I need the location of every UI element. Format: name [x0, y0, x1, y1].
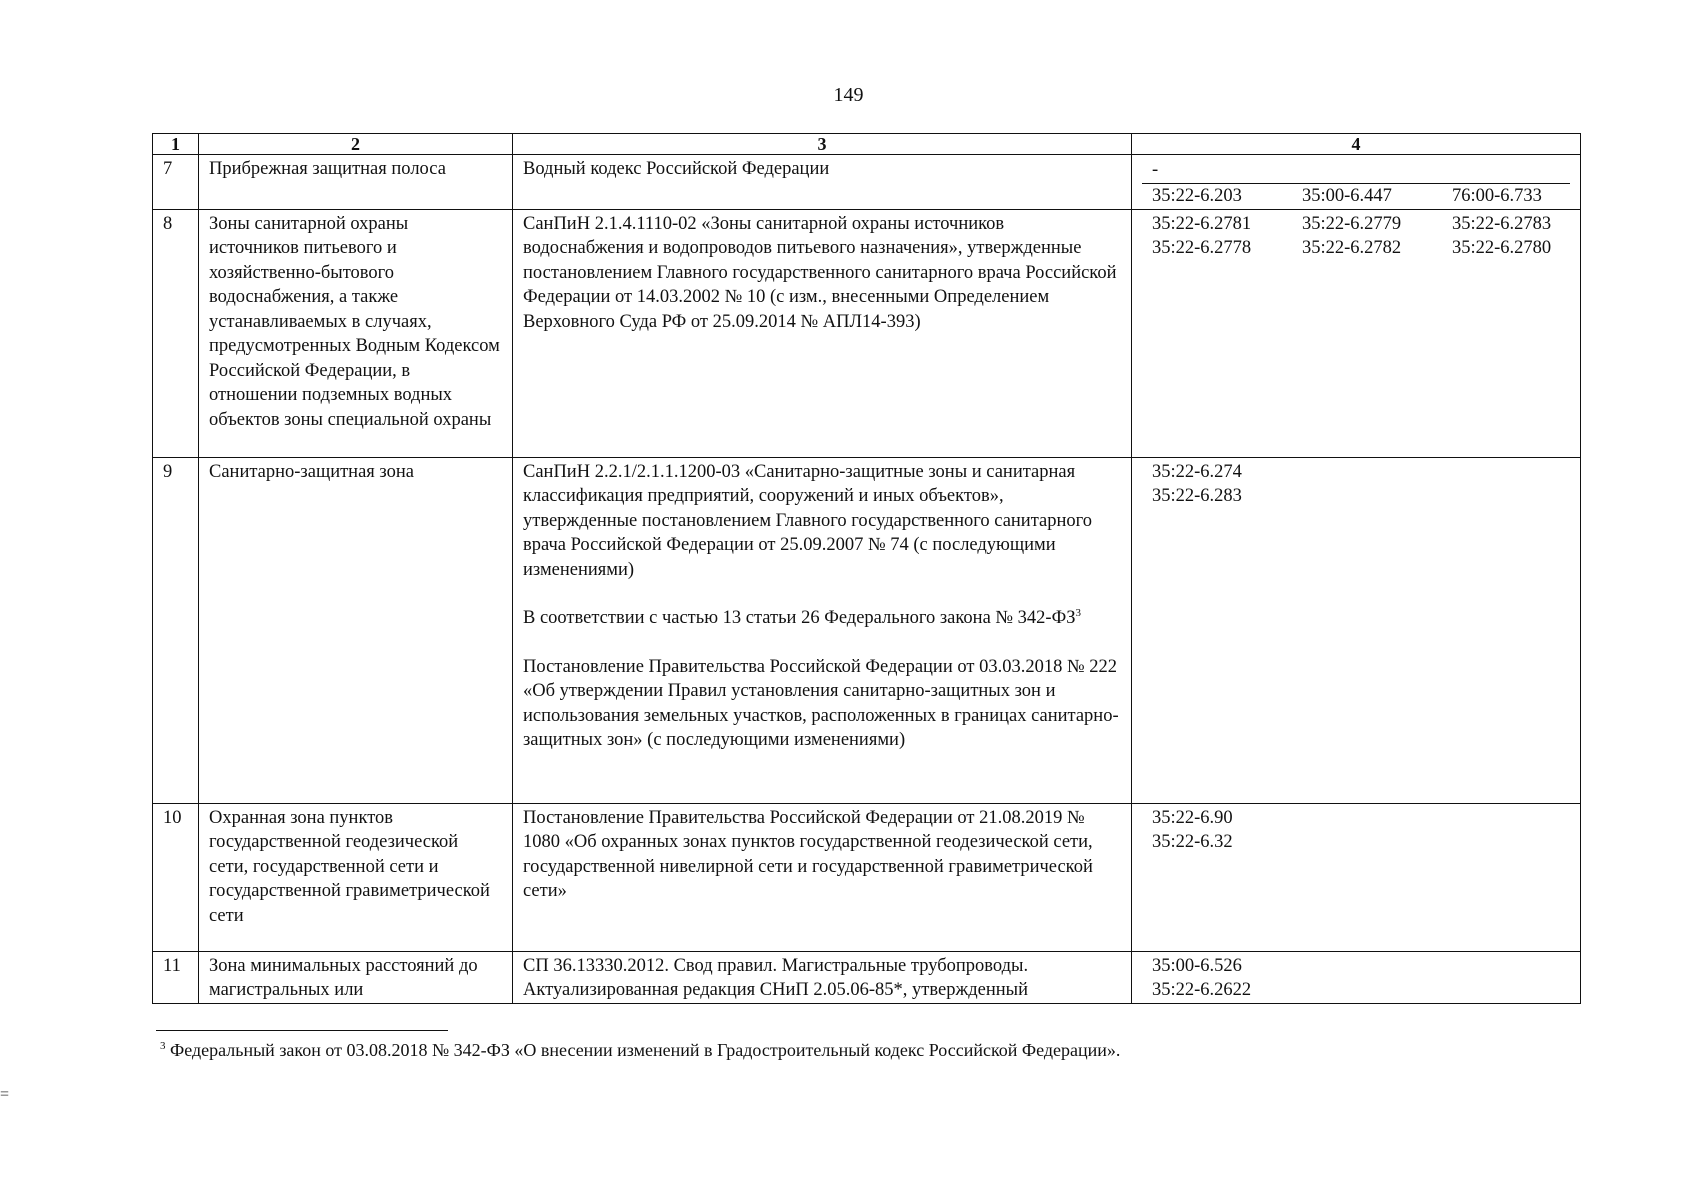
- table-row: [153, 803, 1581, 951]
- registry-codes: [1132, 155, 1581, 210]
- table-row: [153, 457, 1581, 803]
- registry-code: 35:00-6.526: [1152, 955, 1242, 976]
- table-row: [153, 155, 1581, 210]
- legal-basis: [513, 155, 1132, 210]
- legal-basis: [513, 457, 1132, 803]
- registry-code: 35:22-6.2782: [1302, 238, 1402, 258]
- zone-name: Зоны санитарной охраны источников питьевого и хозяйственно-бытового водоснабжения, а также устанавливаемых в случаях, предусмотренных Водным Кодексом Российской Федерации, в отношении подземных водных объектов зоны специальной охраны: [199, 209, 513, 457]
- legal-basis: [513, 951, 1132, 1003]
- legal-document: Постановление Правительства Российской Федерации от 03.03.2018 № 222 «Об утверждении Правил установления санитарно-защитных зон и использования земельных участков, расположенных в границах санитарно-защитных зон» (с последующими изменениями): [523, 656, 1119, 750]
- column-header: 1: [153, 134, 199, 155]
- legal-basis: [513, 803, 1132, 951]
- footnote-divider: [156, 1030, 448, 1031]
- registry-code: 35:22-6.2780: [1452, 238, 1552, 258]
- legal-document: СанПиН 2.1.4.1110-02 «Зоны санитарной охраны источников водоснабжения и водопроводов питьевого назначения», утвержденные постановлением Главного государственного санитарного врача Российской Федерации от 14.03.2002 № 10 (с изм., внесенными Определением Верховного Суда РФ от 25.09.2014 № АПЛ14-393): [523, 213, 1117, 332]
- legal-document: Водный кодекс Российской Федерации: [523, 159, 830, 179]
- legal-document: СП 36.13330.2012. Свод правил. Магистральные трубопроводы. Актуализированная редакция СНиП 2.05.06-85*, утвержденный: [523, 955, 1029, 1000]
- column-header: 2: [199, 134, 513, 155]
- registry-code: 76:00-6.733: [1452, 186, 1542, 206]
- row-number: 10: [153, 803, 199, 951]
- registry-codes: [1132, 209, 1581, 457]
- row-number: 8: [153, 209, 199, 457]
- registry-code: 35:22-6.2783: [1452, 213, 1552, 234]
- registry-code: 35:22-6.274: [1152, 461, 1242, 482]
- page-number: 149: [833, 84, 864, 106]
- footnote-ref[interactable]: 3: [1075, 606, 1081, 619]
- legal-basis: [513, 209, 1132, 457]
- zone-name: Охранная зона пунктов государственной геодезической сети, государственной сети и государственной гравиметрической сети: [199, 803, 513, 951]
- table-row: [153, 209, 1581, 457]
- footnote-marker: 3: [160, 1040, 166, 1052]
- registry-code: 35:00-6.447: [1302, 186, 1392, 206]
- row-number: 7: [153, 155, 199, 210]
- column-header: 3: [513, 134, 1132, 155]
- edge-mark: =: [0, 1086, 10, 1103]
- registry-code: 35:22-6.90: [1152, 807, 1233, 828]
- legal-document-text: В соответствии с частью 13 статьи 26 Федерального закона № 342-ФЗ: [523, 608, 1076, 628]
- registry-codes: [1132, 951, 1581, 1003]
- row-number: 11: [153, 951, 199, 1003]
- row-number: 9: [153, 457, 199, 803]
- legal-document: [523, 606, 1121, 631]
- zones-table: [152, 133, 1581, 1004]
- registry-code: 35:22-6.32: [1152, 832, 1233, 852]
- zone-name: Прибрежная защитная полоса: [199, 155, 513, 210]
- footnote-text: Федеральный закон от 03.08.2018 № 342-ФЗ «О внесении изменений в Градостроительный кодекс Российской Федерации».: [165, 1040, 1121, 1060]
- registry-code: 35:22-6.2781: [1152, 213, 1252, 234]
- table-row: [153, 951, 1581, 1003]
- column-header: 4: [1132, 134, 1581, 155]
- zone-name: Зона минимальных расстояний до магистральных или: [199, 951, 513, 1003]
- registry-code: 35:22-6.2622: [1152, 980, 1252, 1000]
- registry-code: 35:22-6.203: [1152, 186, 1242, 206]
- registry-code: 35:22-6.2779: [1302, 213, 1402, 234]
- legal-document: СанПиН 2.2.1/2.1.1.1200-03 «Санитарно-защитные зоны и санитарная классификация предприятий, сооружений и иных объектов», утвержденные постановлением Главного государственного санитарного врача Российской Федерации от 25.09.2007 № 74 (с последующими изменениями): [523, 461, 1093, 580]
- legal-document: Постановление Правительства Российской Федерации от 21.08.2019 № 1080 «Об охранных зонах пунктов государственной геодезической сети, государственной нивелирной сети и государственной гравиметрической сети»: [523, 807, 1093, 901]
- registry-codes: [1132, 803, 1581, 951]
- codes-dash: -: [1142, 157, 1570, 184]
- zone-name: Санитарно-защитная зона: [199, 457, 513, 803]
- footnote: [160, 1040, 1120, 1061]
- registry-code: 35:22-6.283: [1152, 486, 1242, 506]
- registry-codes: [1132, 457, 1581, 803]
- registry-code: 35:22-6.2778: [1152, 238, 1252, 258]
- table-header-row: [153, 134, 1581, 155]
